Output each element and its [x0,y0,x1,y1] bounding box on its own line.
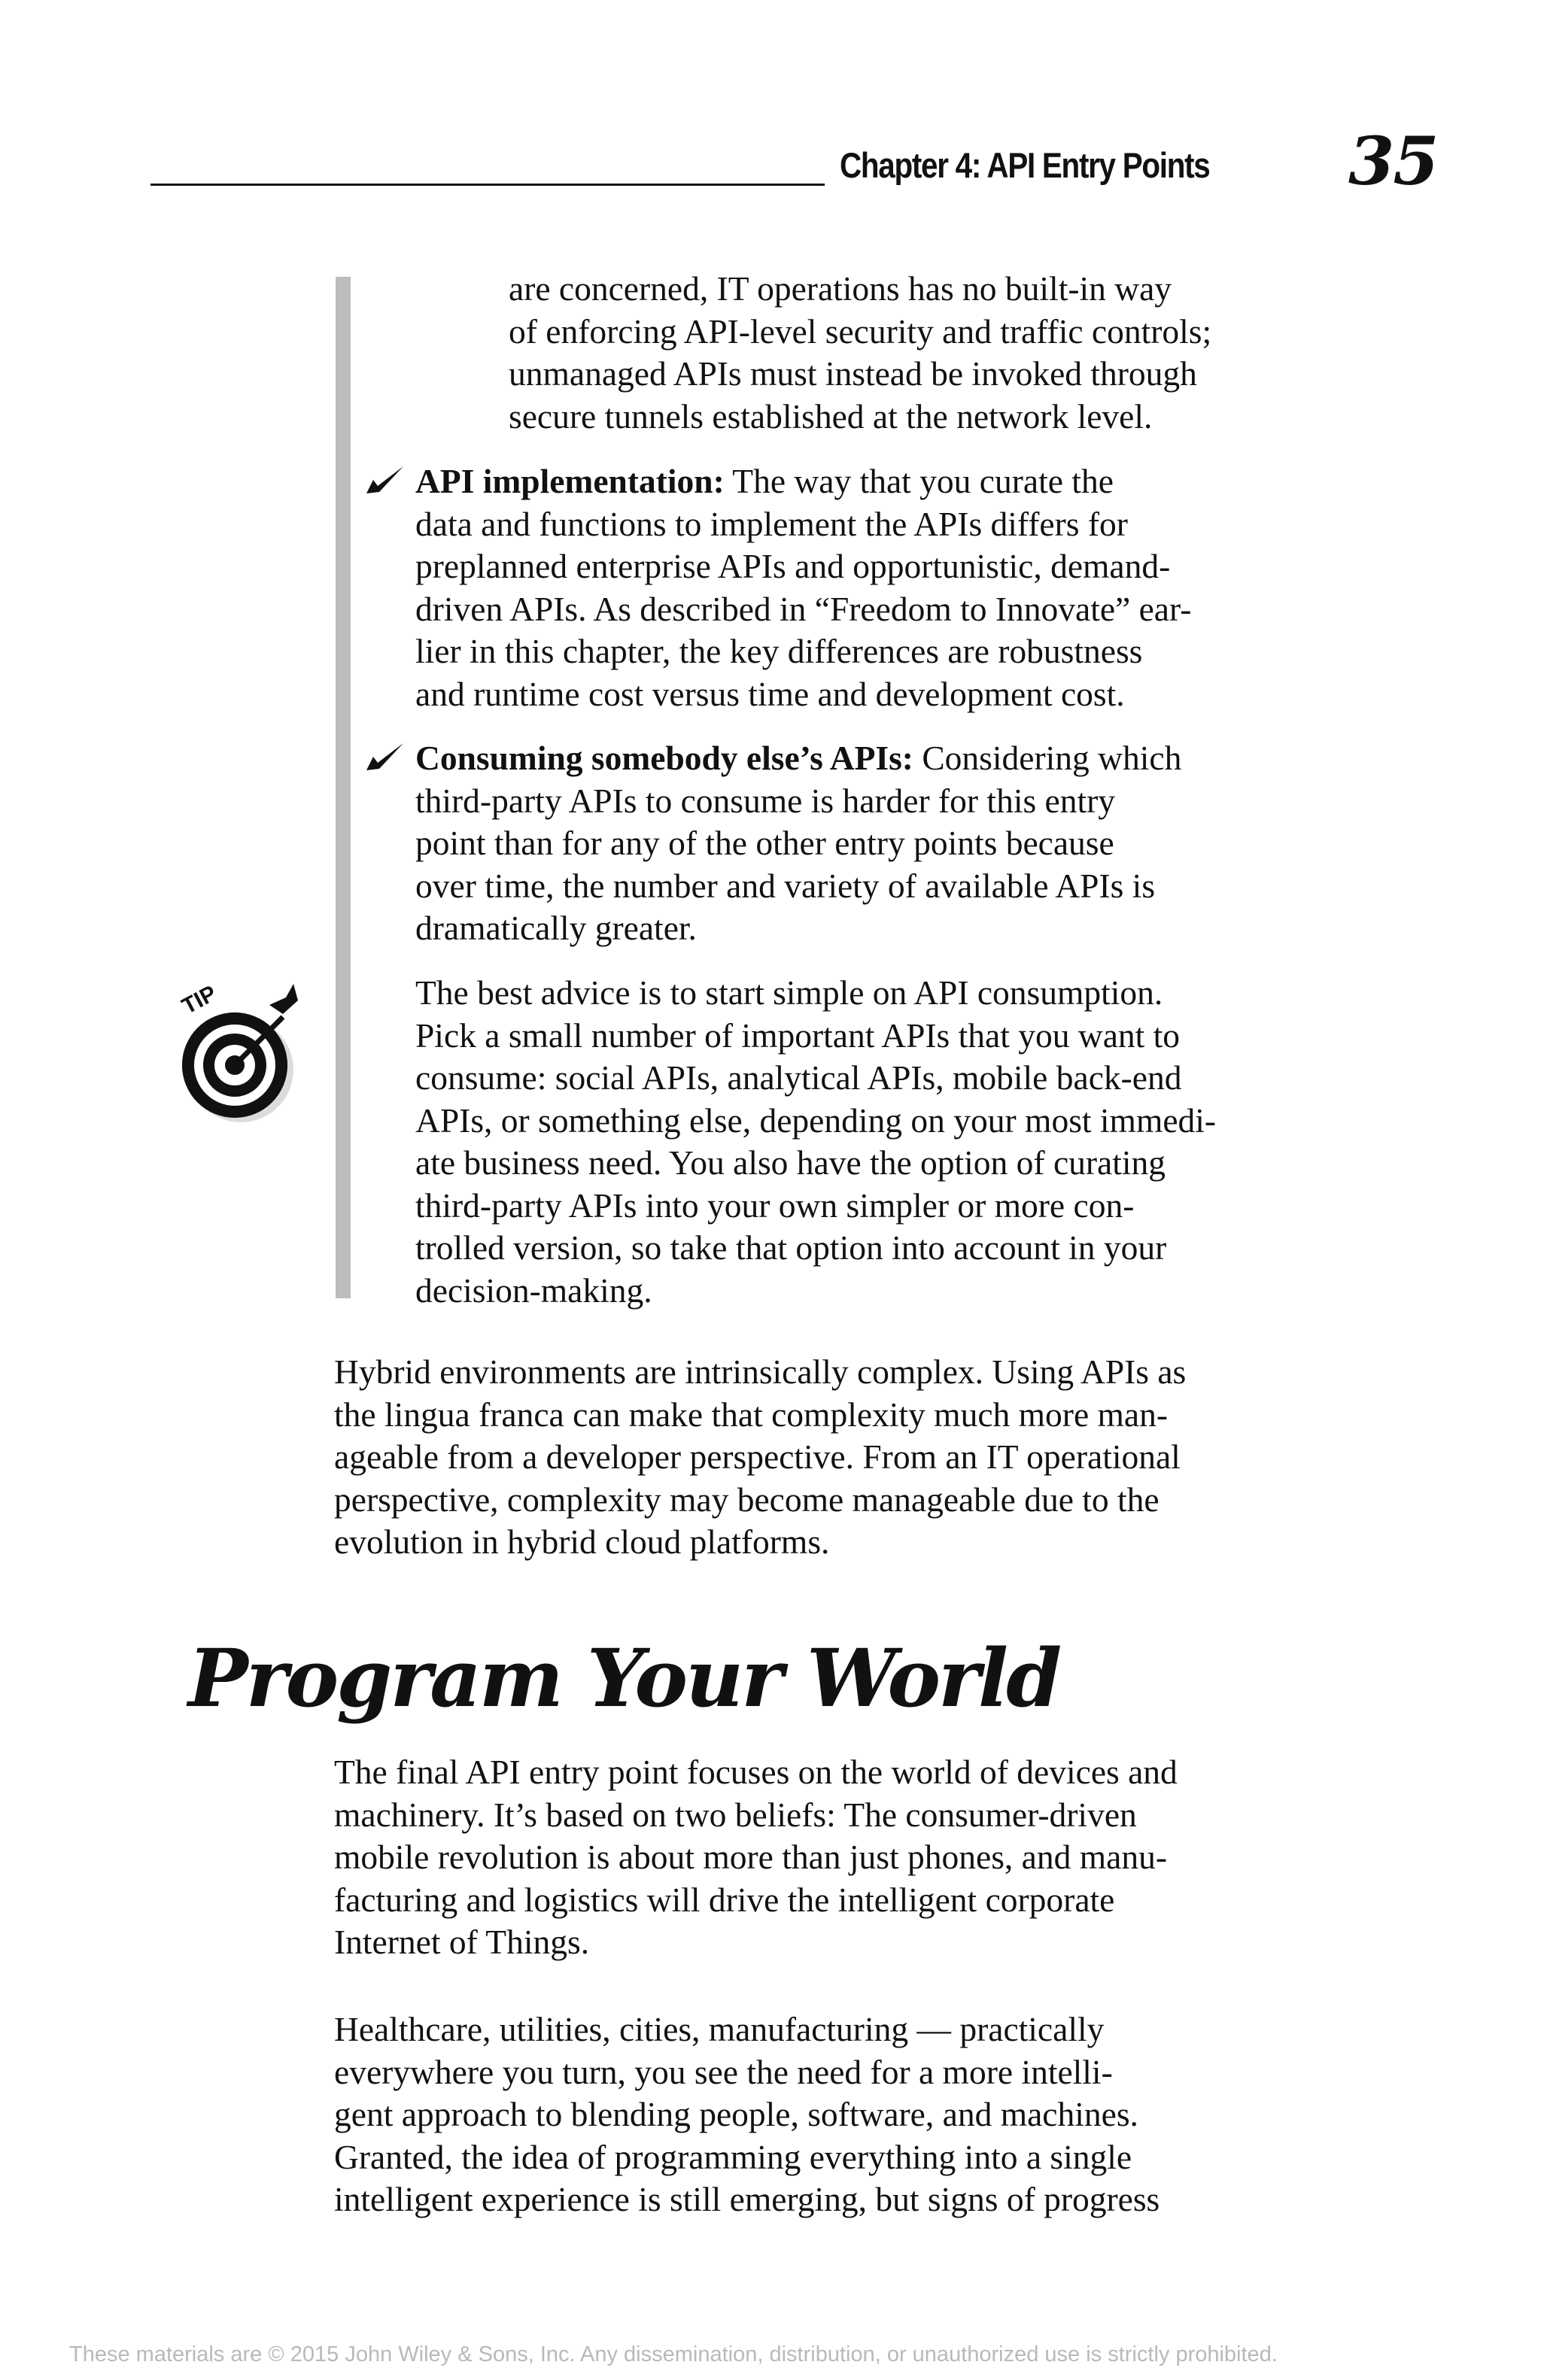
text-line: The way that you curate the [724,462,1114,500]
text-line: the lingua franca can make that complexity much more man- [334,1395,1168,1434]
running-header-chapter: Chapter 4: API Entry Points [840,145,1210,185]
text-line: everywhere you turn, you see the need for a more intelli- [334,2052,1113,2091]
sidebar-bar [336,277,351,1298]
text-line: third-party APIs into your own simpler or more con- [415,1185,1135,1225]
bullet-lead: API implementation: [415,462,725,500]
text-line: mobile revolution is about more than just phones, and manu- [334,1838,1167,1876]
text-line: intelligent experience is still emerging, but signs of progress [334,2180,1160,2218]
text-line: consume: social APIs, analytical APIs, mobile back-end [415,1058,1182,1097]
text-line: trolled version, so take that option into account in your [415,1228,1167,1267]
text-line: lier in this chapter, the key differences are robustness [415,632,1143,670]
page-number: 35 [1348,122,1438,200]
text-line: data and functions to implement the APIs differs for [415,504,1128,543]
copyright-footer: These materials are © 2015 John Wiley & Sons, Inc. Any dissemination, distribution, or unauthorized use is strictly prohibited. [69,2342,1278,2366]
text-line: ate business need. You also have the option of curating [415,1143,1166,1182]
text-line: decision-making. [415,1270,652,1310]
text-line: Internet of Things. [334,1923,590,1961]
paragraph-hybrid [334,1351,1186,1564]
bullet-lead: Consuming somebody else’s APIs: [415,739,913,777]
text-line: secure tunnels established at the network level. [509,396,1153,436]
text-line: The best advice is to start simple on API consumption. [415,973,1163,1012]
tip-label: TIP [178,980,221,1019]
text-line: evolution in hybrid cloud platforms. [334,1522,830,1561]
tip-paragraph [415,972,1216,1312]
text-line: facturing and logistics will drive the intelligent corporate [334,1880,1115,1919]
text-line: The final API entry point focuses on the world of devices and [334,1753,1178,1791]
text-line: are concerned, IT operations has no built-in way [509,269,1172,308]
text-line: preplanned enterprise APIs and opportunistic, demand- [415,547,1171,585]
text-line: Hybrid environments are intrinsically complex. Using APIs as [334,1352,1187,1391]
paragraph-healthcare [334,2008,1160,2221]
checkmark-icon [364,740,406,773]
text-line: driven APIs. As described in “Freedom to Innovate” ear- [415,589,1192,628]
text-line: point than for any of the other entry points because [415,824,1114,862]
text-line: ageable from a developer perspective. From an IT operational [334,1437,1181,1476]
text-line: third-party APIs to consume is harder for this entry [415,781,1116,820]
paragraph-final-entry-point [334,1751,1178,1964]
text-line: gent approach to blending people, software, and machines. [334,2095,1138,2133]
text-line: Granted, the idea of programming everything into a single [334,2137,1132,2176]
text-line: over time, the number and variety of available APIs is [415,866,1156,905]
text-line: Pick a small number of important APIs that you want to [415,1015,1181,1055]
bullet-continuation [509,268,1211,438]
bullet-consuming-apis [415,737,1181,950]
text-line: and runtime cost versus time and development cost. [415,674,1125,713]
text-line: Healthcare, utilities, cities, manufacturing — practically [334,2010,1105,2048]
text-line: unmanaged APIs must instead be invoked through [509,354,1197,393]
text-line: APIs, or something else, depending on your most immedi- [415,1100,1217,1140]
header-rule [150,184,825,186]
section-heading: Program Your World [188,1631,1060,1725]
text-line: dramatically greater. [415,909,697,947]
target-dart-icon [173,975,301,1133]
checkmark-icon [364,463,406,496]
text-line: machinery. It’s based on two beliefs: The consumer-driven [334,1795,1137,1834]
text-line: Considering which [913,739,1182,777]
text-line: perspective, complexity may become manageable due to the [334,1480,1160,1519]
bullet-api-implementation [415,460,1191,715]
text-line: of enforcing API-level security and traffic controls; [509,311,1212,351]
